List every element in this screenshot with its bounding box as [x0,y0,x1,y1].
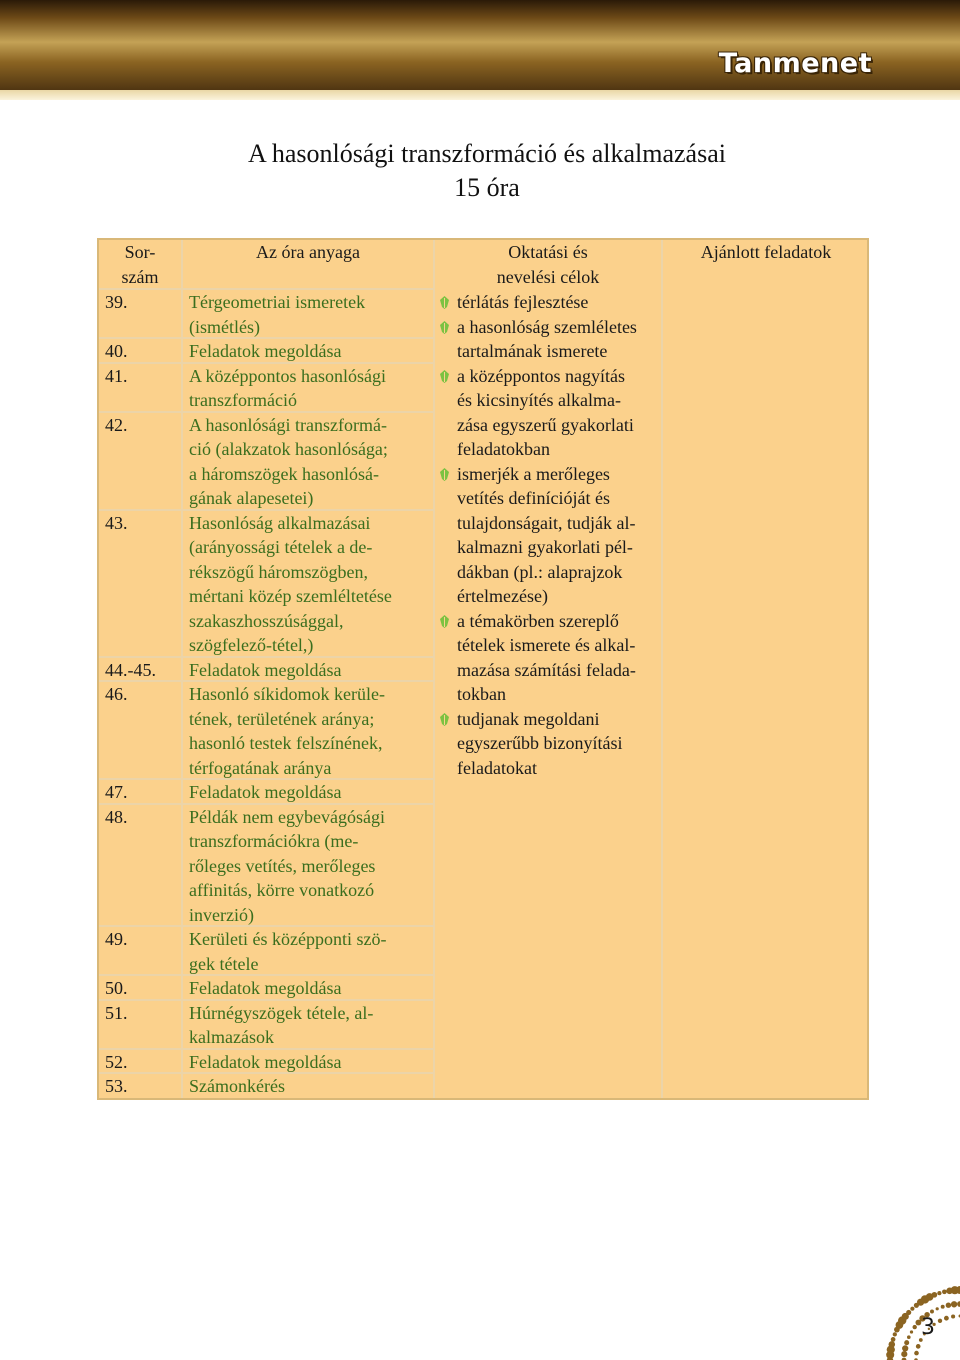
row-number: 40. [105,341,128,361]
row-topic [189,1074,433,1099]
decorative-dot [942,1289,947,1294]
page-number: 3 [921,1315,935,1340]
topic-line: A hasonlósági transzformá- [189,414,387,435]
topic-line: szögfelező-tétel,) [189,635,314,655]
decorative-dot [907,1335,911,1339]
leaf-bullet-icon [439,468,450,481]
leaf-bullet-icon [439,370,450,383]
goal-line: vetítés definícióját és [457,488,610,508]
topic-line: gának alapesetei) [189,488,314,508]
goal-line: térlátás fejlesztése [457,292,589,312]
goal-item [437,315,659,364]
decorative-dot [906,1310,911,1315]
row-number: 47. [105,782,128,802]
decorative-dot [893,1332,897,1336]
topic-line: mértani közép szemléltetése [189,586,392,606]
topic-line: szakaszhosszúsággal, [189,610,344,631]
topic-line: Húrnégyszögek tétele, al- [189,1002,374,1023]
row-number: 46. [105,684,128,704]
row-topic [189,290,433,339]
topic-line: Feladatok megoldása [189,782,342,802]
row-topic [189,976,433,1001]
topic-line: Feladatok megoldása [189,1051,342,1072]
row-topic [189,413,433,511]
row-number: 50. [105,978,128,998]
column-divider [661,240,663,1098]
goal-line: értelmezése) [457,586,548,606]
decorative-dot [932,1292,938,1298]
row-topic [189,658,433,683]
goal-item [437,462,659,609]
goal-item [437,290,659,315]
leaf-bullet-icon [439,296,450,309]
goal-line: tulajdonságait, tudják al- [457,512,636,533]
row-number: 43. [105,512,128,533]
leaf-bullet-icon [439,321,450,334]
topic-line: Feladatok megoldása [189,659,342,680]
decorative-dot [889,1341,896,1348]
row-number: 49. [105,929,128,949]
goal-item [437,609,659,707]
row-number: 44.-45. [105,659,156,680]
topic-line: inverzió) [189,904,254,925]
goal-line: ismerjék a merőleges [457,463,610,484]
goal-item [437,364,659,462]
goal-line: tételek ismerete és alkal- [457,635,636,655]
row-number: 41. [105,365,128,386]
row-number: 48. [105,806,128,827]
decorative-dot [944,1316,949,1321]
goal-line: tartalmának ismerete [457,341,608,361]
topic-line: térfogatának aránya [189,757,332,778]
decorative-dot [951,1314,955,1318]
column-divider [181,240,183,1098]
topic-line: A középpontos hasonlósági [189,365,386,386]
row-topic [189,511,433,658]
decorative-dot [904,1340,909,1345]
decorative-dot [937,1291,941,1295]
goals-list [437,290,659,780]
decorative-dot [941,1305,945,1309]
header-goals: Oktatási és nevelési célok [496,242,600,287]
goal-line: kalmazni gyakorlati pél- [457,537,633,557]
topic-line: Hasonló síkidomok kerüle- [189,684,385,704]
goal-line: és kicsinyítés alkalma- [457,390,621,410]
row-topic [189,364,433,413]
header-number: Sor- szám [121,242,159,287]
decorative-dot [916,1344,921,1349]
row-number: 42. [105,414,128,435]
decorative-dot [913,1325,917,1329]
row-topic [189,780,433,805]
topic-line: affinitás, körre vonatkozó [189,880,375,900]
topic-line: hasonló testek felszínének, [189,733,383,753]
goal-line: egyszerűbb bizonyítási [457,733,623,753]
goal-line: feladatokban [457,439,550,459]
decorative-dot [946,1302,951,1307]
topic-line: Térgeometriai ismeretek [189,292,366,312]
decorative-dot [891,1337,896,1342]
topic-line: Kerületi és középponti szö- [189,929,387,949]
document-title [0,137,960,205]
decorative-dots [850,1240,960,1360]
decorative-dot [910,1307,914,1311]
row-topic [189,805,433,928]
decorative-dot [910,1330,913,1333]
header-topic: Az óra anyaga [256,242,360,262]
topic-line: ció (alakzatok hasonlósága; [189,439,388,459]
decorative-dot [902,1345,908,1351]
goal-line: mazása számítási felada- [457,659,636,680]
topic-line: Feladatok megoldása [189,978,342,998]
row-number: 53. [105,1076,128,1096]
goal-line: zása egyszerű gyakorlati [457,414,634,435]
topic-line: tének, területének aránya; [189,708,375,729]
leaf-bullet-icon [439,615,450,628]
row-number: 39. [105,292,128,312]
topic-line: rőleges vetítés, merőleges [189,855,376,876]
row-topic [189,927,433,976]
decorative-dot [914,1351,919,1356]
header-tasks: Ajánlott feladatok [700,242,832,262]
title-line-1: A hasonlósági transzformáció és alkalmazásai [248,139,726,168]
goal-item [437,707,659,781]
leaf-bullet-icon [439,713,450,726]
section-title: Tanmenet [718,48,872,79]
topic-line: Hasonlóság alkalmazásai [189,512,371,533]
topic-line: transzformációkra (me- [189,831,359,851]
decorative-dot [938,1319,942,1323]
row-number: 51. [105,1002,128,1023]
topic-line: Számonkérés [189,1076,285,1096]
goal-line: a témakörben szereplő [457,610,619,631]
decorative-dot [930,1310,934,1314]
syllabus-table [97,238,869,1100]
decorative-dot [936,1307,939,1310]
topic-line: Példák nem egybevágósági [189,806,385,827]
topic-line: Feladatok megoldása [189,341,342,361]
goal-line: a hasonlóság szemléletes [457,316,637,337]
topic-line: gek tétele [189,953,259,974]
row-number: 52. [105,1051,128,1072]
topic-line: a háromszögek hasonlósá- [189,463,379,484]
header-banner [0,0,960,100]
row-topic [189,339,433,364]
goal-line: tokban [457,684,506,704]
goal-line: tudjanak megoldani [457,708,600,729]
goal-line: dákban (pl.: alaprajzok [457,561,623,582]
title-line-2: 15 óra [454,173,520,202]
goal-line: a középpontos nagyítás [457,365,625,386]
topic-line: transzformáció [189,390,297,410]
topic-line: (ismétlés) [189,316,260,337]
goal-line: feladatokat [457,757,537,778]
row-topic [189,1050,433,1075]
row-topic [189,1001,433,1050]
decorative-dot [951,1301,957,1307]
decorative-dot [901,1351,907,1357]
column-divider [433,240,435,1098]
topic-line: rékszögű háromszögben, [189,561,368,582]
row-topic [189,682,433,780]
topic-line: (arányossági tételek a de- [189,537,373,557]
topic-line: kalmazások [189,1027,274,1047]
